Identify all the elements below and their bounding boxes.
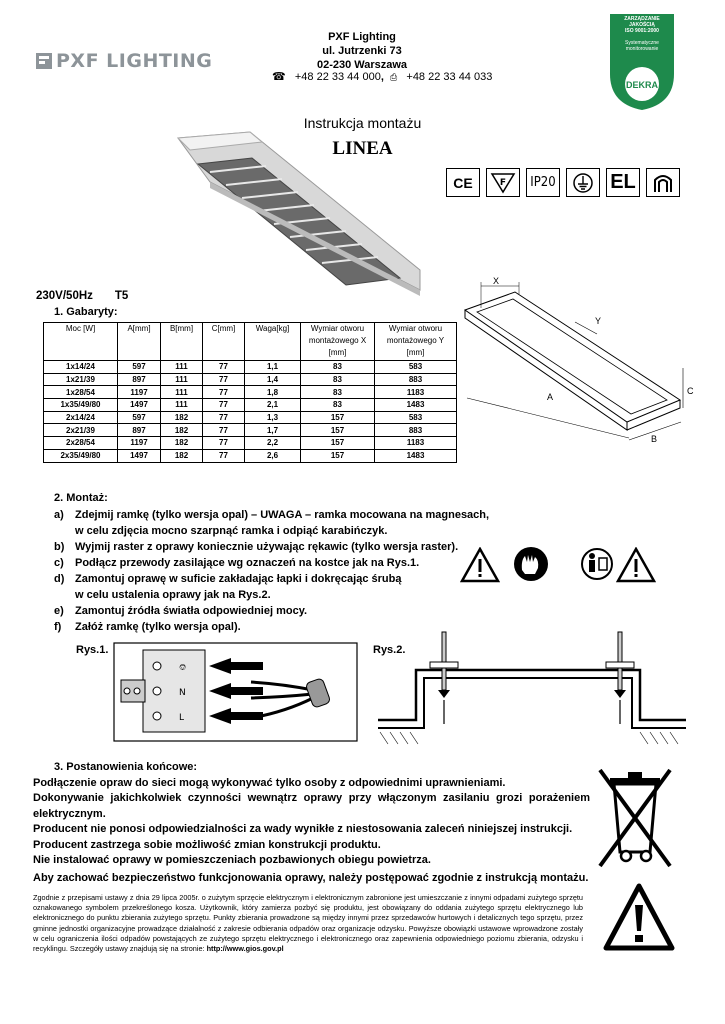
table-cell: 597	[118, 411, 161, 424]
table-cell: 897	[118, 424, 161, 437]
table-cell: 583	[375, 361, 457, 374]
figure-2-ceiling-mount-diagram	[368, 628, 693, 748]
crossed-bin-weee-icon	[596, 766, 674, 870]
table-cell: 2,1	[245, 399, 301, 412]
el-mark-icon: EL	[606, 168, 640, 197]
certification-marks	[446, 168, 680, 197]
table-cell: 1x21/39	[44, 373, 118, 386]
iso-certificate-badge	[608, 12, 676, 112]
svg-text:N: N	[179, 688, 186, 698]
table-cell: 83	[301, 361, 375, 374]
column-header: Moc [W]	[44, 323, 118, 361]
table-cell: 157	[301, 437, 375, 450]
table-cell: 77	[203, 449, 245, 462]
table-cell: 1483	[375, 399, 457, 412]
table-cell: 83	[301, 373, 375, 386]
city: 02-230 Warszawa	[316, 59, 408, 71]
dim-b-label: B	[651, 434, 658, 444]
table-cell: 1,8	[245, 386, 301, 399]
ce-mark-icon: CE	[446, 168, 480, 197]
cert-text: ISO 9001:2000	[625, 28, 659, 34]
gios-link[interactable]: http://www.gios.gov.pl	[206, 944, 284, 954]
list-item: a) Zdejmij ramkę (tylko wersja opal) – UWAGA – ramka mocowana na magnesach,	[54, 509, 490, 521]
table-cell: 1x28/54	[44, 386, 118, 399]
table-cell: 1,7	[245, 424, 301, 437]
table-cell: 1497	[118, 399, 161, 412]
list-item: d) Zamontuj oprawę w suficie zakładając łapki i dokręcając śrubą	[54, 573, 402, 585]
table-cell: 2x28/54	[44, 437, 118, 450]
table-cell: 897	[118, 373, 161, 386]
table-cell: 157	[301, 411, 375, 424]
f-mark-icon	[486, 168, 520, 197]
phone-number: +48 22 33 44 000	[294, 71, 381, 83]
table-cell: 597	[118, 361, 161, 374]
warning-triangle-large-icon	[603, 883, 675, 951]
table-cell: 883	[375, 373, 457, 386]
table-cell: 1197	[118, 386, 161, 399]
table-cell: 77	[203, 437, 245, 450]
figure-1-label: Rys.1.	[76, 644, 109, 656]
note-paragraph: Podłączenie opraw do sieci mogą wykonywać tylko osoby z odpowiednimi uprawnieniami.	[33, 777, 506, 789]
dim-c-label: C	[687, 386, 694, 396]
dim-a-label: A	[547, 392, 554, 402]
table-row	[44, 373, 457, 386]
final-notes-text	[33, 776, 590, 887]
cert-text: monitorowanie	[625, 46, 659, 52]
cert-text: JAKOŚCIĄ	[629, 22, 655, 28]
luminaire-mark-icon	[646, 168, 680, 197]
disconnect-power-icon	[581, 546, 613, 582]
list-item: w celu ustalenia oprawy jak na Rys.2.	[75, 589, 271, 601]
table-cell: 77	[203, 411, 245, 424]
table-cell: 77	[203, 361, 245, 374]
table-cell: 111	[161, 373, 203, 386]
column-header: Waga[kg]	[245, 323, 301, 361]
table-cell: 111	[161, 399, 203, 412]
table-cell: 157	[301, 449, 375, 462]
cert-text: ZARZĄDZANIE	[624, 16, 660, 22]
dimensions-table	[43, 322, 457, 463]
table-cell: 883	[375, 424, 457, 437]
column-header: B[mm]	[161, 323, 203, 361]
table-header-row	[44, 323, 457, 361]
table-cell: 2,6	[245, 449, 301, 462]
table-cell: 1483	[375, 449, 457, 462]
list-item: f) Załóż ramkę (tylko wersja opal).	[54, 621, 241, 633]
table-cell: 2x14/24	[44, 411, 118, 424]
table-cell: 2x35/49/80	[44, 449, 118, 462]
column-header: Wymiar otworu montażowego Y [mm]	[375, 323, 457, 361]
ip20-mark-icon: IP20	[526, 168, 560, 197]
dimensions-drawing	[455, 272, 695, 457]
table-cell: 182	[161, 449, 203, 462]
table-cell: 2x21/39	[44, 424, 118, 437]
table-cell: 77	[203, 386, 245, 399]
voltage-label: 230V/50Hz	[36, 290, 93, 302]
note-paragraph: Dokonywanie jakichkolwiek czynności wewnątrz oprawy przy włączonym zasilaniu grozi porażeniem elektrycznym.	[33, 792, 590, 820]
table-row	[44, 449, 457, 462]
company-address	[262, 30, 462, 72]
table-cell: 1,4	[245, 373, 301, 386]
logo-text: PXF LIGHTING	[56, 50, 213, 72]
list-item: w celu zdjęcia mocno szarpnąć ramka i odpiąć karabińczyk.	[75, 525, 388, 537]
weee-disposal-note	[33, 893, 583, 954]
dimensions-heading: 1. Gabaryty:	[54, 306, 118, 318]
street: ul. Jutrzenki 73	[322, 45, 402, 57]
contact-line: ☎ +48 22 33 44 000, ⎙ +48 22 33 44 033	[272, 71, 493, 83]
svg-text:⎊: ⎊	[179, 663, 187, 673]
table-cell: 111	[161, 386, 203, 399]
earth-icon	[566, 168, 600, 197]
column-header: C[mm]	[203, 323, 245, 361]
lamp-type-label: T5	[114, 290, 129, 302]
table-row	[44, 361, 457, 374]
weee-text: Zgodnie z przepisami ustawy z dnia 29 lipca 2005r. o zużytym sprzęcie elektrycznym i elektronicznym zabronione jest umieszczanie z innymi odpadami zużytego sprzętu oznakowanego symbolem przekreślonego kosza. Użytkownik, który zamierza pozbyć się produktu, jest obowiązany do oddania zużytego sprzętu elektrycznego lub elektronicznego do punktu zbierania zużytego sprzętu. Punkty zbierania prowadzone są między innymi przez sprzedawców hurtowych i detalicznych tego sprzętu, przez gminne jednostki organizacyjne prowadzące działalność z zakresie odbierania odpadów oraz organizacje odzysku. Powyższe obowiązki ustawowe wprowadzone zostały w celu ograniczenia ilości odpadów powstających ze zużytego sprzętu elektrycznego i elektronicznego oraz zapewnienia odpowiedniego poziomu zbierania, odzysku i recyklingu. Szczegóły ustawy znajdują się na stronie:	[33, 893, 583, 954]
warning-triangle-icon	[460, 547, 500, 583]
table-cell: 1,1	[245, 361, 301, 374]
cert-text: Systematyczne	[625, 40, 659, 46]
table-cell: 83	[301, 386, 375, 399]
table-row	[44, 386, 457, 399]
list-item: b) Wyjmij raster z oprawy koniecznie używając rękawic (tylko wersja raster).	[54, 541, 459, 553]
dim-y-label: Y	[595, 316, 602, 326]
phone-icon: ☎	[272, 71, 286, 83]
table-row	[44, 437, 457, 450]
table-row	[44, 424, 457, 437]
warning-triangle-icon	[616, 547, 656, 583]
figure-2-label: Rys.2.	[373, 644, 406, 656]
table-cell: 1183	[375, 437, 457, 450]
note-paragraph: Aby zachować bezpieczeństwo funkcjonowania oprawy, należy postępować zgodnie z instrukcją montażu.	[33, 872, 589, 885]
table-cell: 1x14/24	[44, 361, 118, 374]
table-cell: 1x35/49/80	[44, 399, 118, 412]
table-cell: 1,3	[245, 411, 301, 424]
table-cell: 1183	[375, 386, 457, 399]
svg-text:L: L	[179, 713, 185, 723]
product-name: LINEA	[332, 138, 393, 159]
note-paragraph: Producent zastrzega sobie możliwość zmian konstrukcji produktu.	[33, 838, 381, 851]
fax-number: +48 22 33 44 033	[406, 71, 493, 83]
dimensions-table-body	[44, 361, 457, 463]
table-cell: 77	[203, 424, 245, 437]
company-logo	[36, 50, 258, 72]
list-item: e) Zamontuj źródła światła odpowiedniej mocy.	[54, 605, 308, 617]
column-header: A[mm]	[118, 323, 161, 361]
electrical-spec	[36, 290, 128, 302]
dim-x-label: X	[493, 276, 500, 286]
company-name: PXF Lighting	[328, 31, 396, 43]
table-cell: 77	[203, 399, 245, 412]
table-cell: 111	[161, 361, 203, 374]
fax-icon: ⎙	[390, 72, 398, 82]
table-cell: 77	[203, 373, 245, 386]
table-cell: 157	[301, 424, 375, 437]
product-photo	[170, 130, 430, 300]
list-item: c) Podłącz przewody zasilające wg oznaczeń na kostce jak na Rys.1.	[54, 557, 420, 569]
table-cell: 1497	[118, 449, 161, 462]
table-cell: 2,2	[245, 437, 301, 450]
note-paragraph: Producent nie ponosi odpowiedzialności za wady wynikłe z niestosowania zaleceń niniejszej instrukcji.	[33, 823, 573, 836]
dekra-brand: DEKRA	[625, 80, 658, 90]
table-cell: 583	[375, 411, 457, 424]
table-cell: 182	[161, 437, 203, 450]
table-cell: 182	[161, 411, 203, 424]
table-row	[44, 411, 457, 424]
table-cell: 83	[301, 399, 375, 412]
column-header: Wymiar otworu montażowego X [mm]	[301, 323, 375, 361]
final-notes-heading: 3. Postanowienia końcowe:	[54, 761, 198, 773]
document-subtitle: Instrukcja montażu	[303, 115, 422, 131]
table-cell: 1197	[118, 437, 161, 450]
figure-1-wiring-diagram	[113, 642, 358, 742]
table-row	[44, 399, 457, 412]
mounting-steps	[54, 507, 489, 635]
table-cell: 182	[161, 424, 203, 437]
gloves-icon	[513, 546, 549, 582]
mounting-heading: 2. Montaż:	[54, 492, 108, 504]
note-paragraph: Nie instalować oprawy w pomieszczeniach pozbawionych obiegu powietrza.	[33, 854, 431, 867]
svg-text:F: F	[499, 177, 507, 188]
